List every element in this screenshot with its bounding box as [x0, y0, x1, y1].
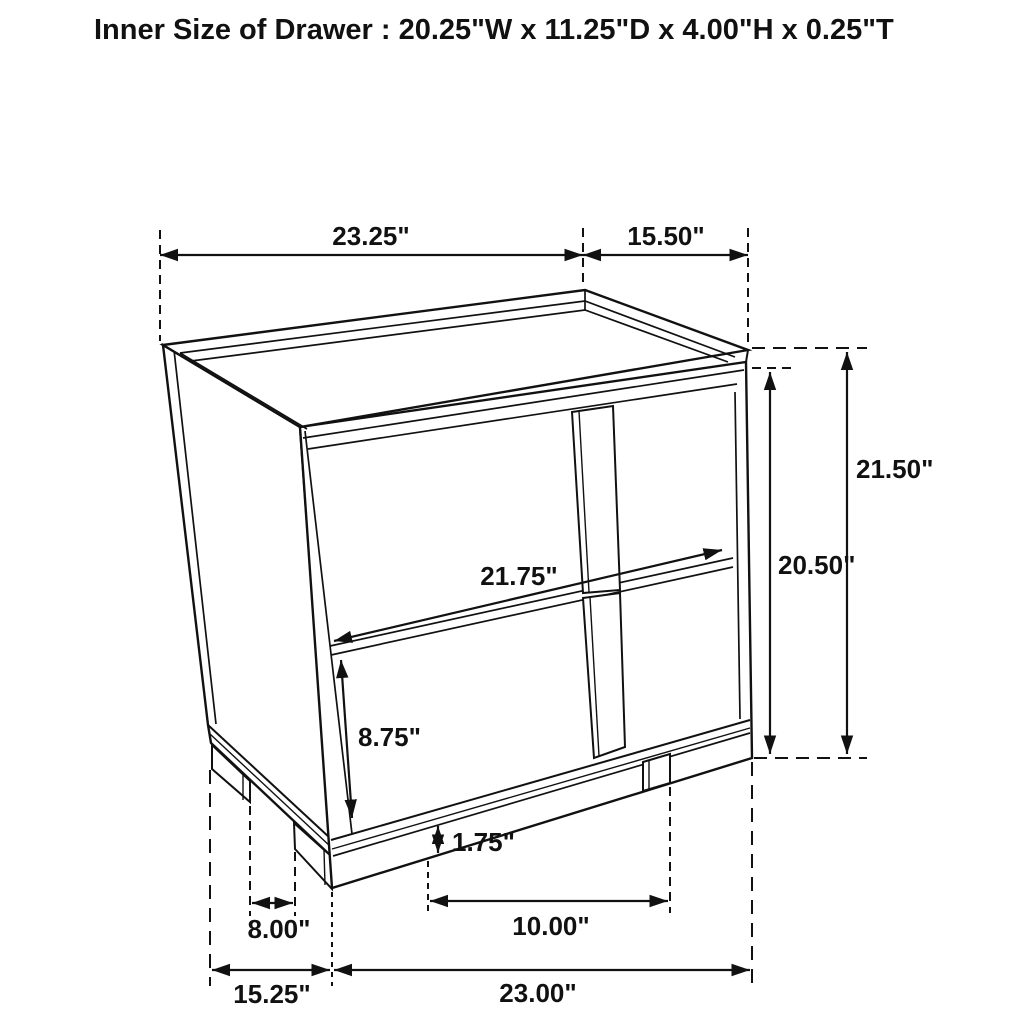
- dimension-bottom-depth: [212, 970, 330, 1009]
- dimension-case-height: [770, 372, 855, 754]
- dimension-label-bottom-width: 23.00": [499, 978, 577, 1008]
- leg-front-left-edge: [324, 850, 325, 885]
- dimension-label-lower-drawer-height: 8.75": [358, 722, 421, 752]
- dimension-overall-height: [847, 352, 933, 754]
- dimension-bottom-width: [334, 970, 750, 1008]
- dimension-top-depth: [583, 221, 748, 255]
- nightstand-drawing: [163, 290, 752, 889]
- dimension-label-case-height: 20.50": [778, 550, 856, 580]
- dimension-label-top-width: 23.25": [332, 221, 410, 251]
- dimension-label-drawer-width: 21.75": [480, 561, 558, 591]
- dimension-label-overall-height: 21.50": [856, 454, 934, 484]
- top-right-corner-line: [746, 350, 748, 362]
- dimension-side-leg-spacing: [248, 903, 311, 944]
- dimension-label-bottom-depth: 15.25": [233, 979, 311, 1009]
- dimension-front-leg-spacing: [430, 901, 668, 941]
- dimension-label-top-depth: 15.50": [627, 221, 705, 251]
- dimension-label-front-leg-spacing: 10.00": [512, 911, 590, 941]
- dimension-label-base-rail-height: 1.75": [452, 827, 515, 857]
- cabinet-front-face: [300, 362, 752, 888]
- dimension-label-side-leg-spacing: 8.00": [247, 914, 311, 944]
- dimension-top-width: [160, 221, 583, 255]
- diagram-title: Inner Size of Drawer : 20.25"W x 11.25"D x 4.00"H x 0.25"T: [94, 14, 894, 46]
